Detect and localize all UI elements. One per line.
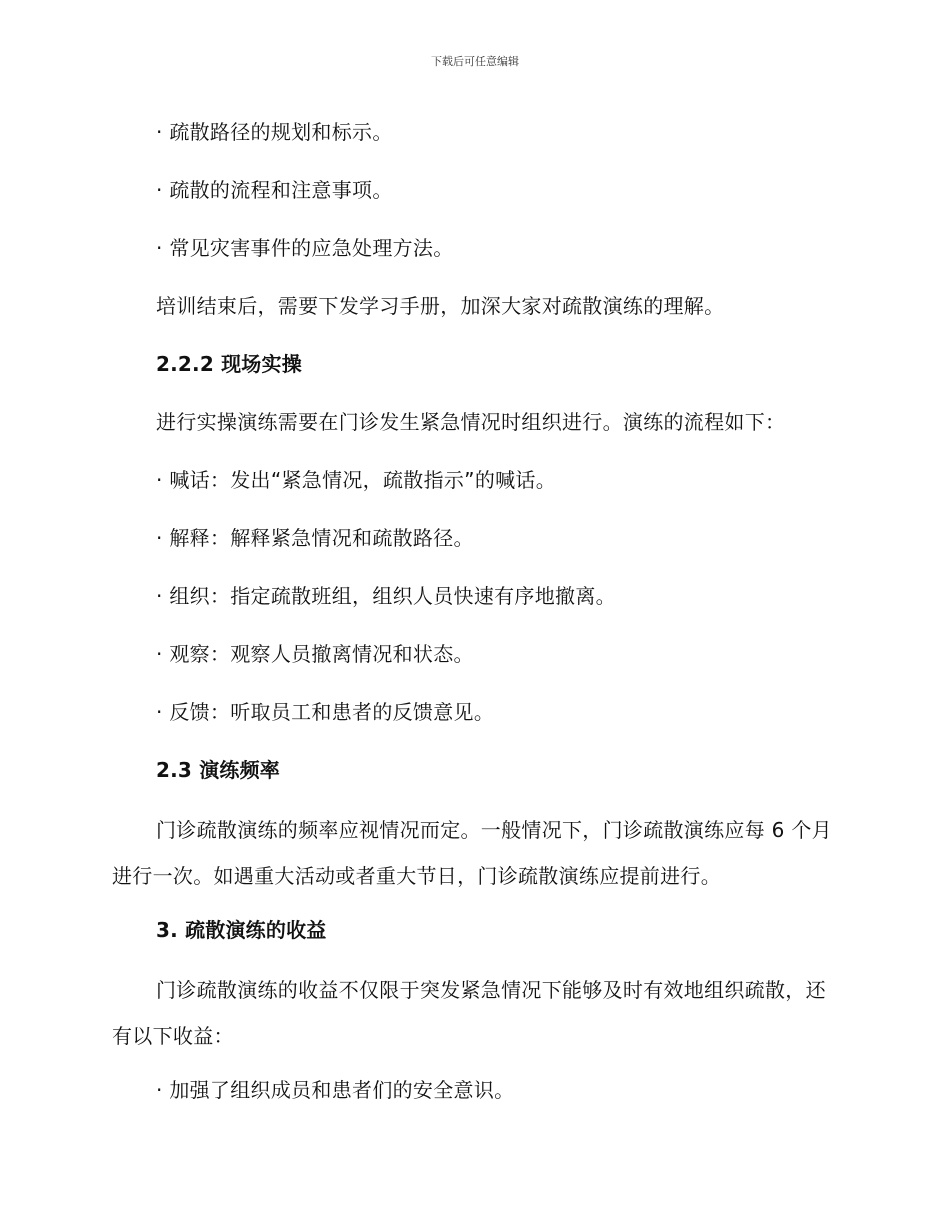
bullet-observation: · 观察：观察人员撤离情况和状态。 xyxy=(156,642,474,666)
bullet-shouting: · 喊话：发出“紧急情况，疏散指示”的喊话。 xyxy=(156,468,557,492)
section-heading-3: 3. 疏散演练的收益 xyxy=(156,918,327,942)
paragraph-drill-process: 进行实操演练需要在门诊发生紧急情况时组织进行。演练的流程如下： xyxy=(156,410,786,434)
document-body xyxy=(112,111,832,1127)
bullet-disaster-response: · 常见灾害事件的应急处理方法。 xyxy=(156,236,454,260)
bullet-safety-awareness: · 加强了组织成员和患者们的安全意识。 xyxy=(156,1078,515,1102)
section-heading-2-2-2: 2.2.2 现场实操 xyxy=(156,352,302,376)
bullet-organization: · 组织：指定疏散班组，组织人员快速有序地撤离。 xyxy=(156,584,616,608)
bullet-evacuation-process: · 疏散的流程和注意事项。 xyxy=(156,178,393,202)
bullet-feedback: · 反馈：听取员工和患者的反馈意见。 xyxy=(156,700,495,724)
bullet-explanation: · 解释：解释紧急情况和疏散路径。 xyxy=(156,526,474,550)
bullet-evacuation-route: · 疏散路径的规划和标示。 xyxy=(156,120,393,144)
paragraph-training-handbook: 培训结束后，需要下发学习手册，加深大家对疏散演练的理解。 xyxy=(156,294,725,318)
section-heading-2-3: 2.3 演练频率 xyxy=(156,758,280,782)
paragraph-drill-benefits: 门诊疏散演练的收益不仅限于突发紧急情况下能够及时有效地组织疏散，还有以下收益： xyxy=(112,978,826,1048)
paragraph-drill-frequency: 门诊疏散演练的频率应视情况而定。一般情况下，门诊疏散演练应每 6 个月进行一次。如遇重大活动或者重大节日，门诊疏散演练应提前进行。 xyxy=(112,818,832,888)
page-header-note: 下载后可任意编辑 xyxy=(431,55,519,68)
